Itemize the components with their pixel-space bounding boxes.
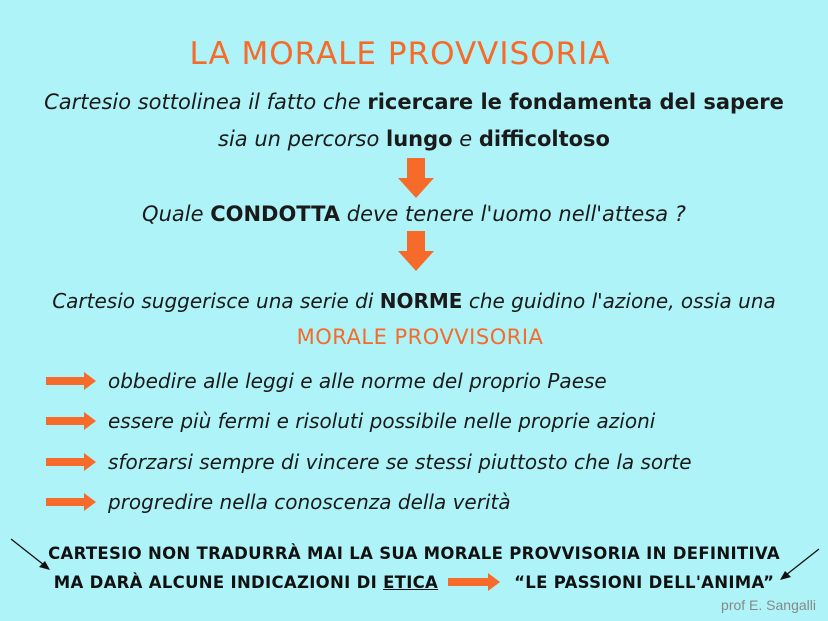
rule-item <box>46 447 692 477</box>
conclusion-line-2: MA DARÀ ALCUNE INDICAZIONI DI ETICA “LE PASSIONI DELL'ANIMA” <box>53 573 775 592</box>
rule-text: sforzarsi sempre di vincere se stessi piuttosto che la sorte <box>108 450 692 474</box>
rule-text: obbedire alle leggi e alle norme del proprio Paese <box>108 369 607 393</box>
rule-text: essere più fermi e risoluti possibile nelle proprie azioni <box>108 409 656 433</box>
intro-line-2: sia un percorso lungo e difficoltoso <box>218 127 610 151</box>
page-title: LA MORALE PROVVISORIA <box>189 36 611 72</box>
down-arrow-icon <box>398 231 434 271</box>
right-arrow-icon <box>46 372 96 390</box>
conclusion-line-1: CARTESIO NON TRADURRÀ MAI LA SUA MORALE PROVVISORIA IN DEFINITIVA <box>48 544 780 563</box>
right-arrow-icon <box>46 412 96 430</box>
right-arrow-icon <box>46 453 96 471</box>
intro-line-1: Cartesio sottolinea il fatto che ricercare le fondamenta del sapere <box>44 90 784 114</box>
rule-item <box>46 366 607 396</box>
down-arrow-icon <box>398 158 434 198</box>
author-credit: prof E. Sangalli <box>721 597 816 613</box>
right-arrow-icon <box>448 573 500 591</box>
ethics-link-text: ETICA <box>383 573 439 592</box>
rule-item <box>46 406 655 436</box>
question-line: Quale CONDOTTA deve tenere l'uomo nell'attesa ? <box>142 202 686 226</box>
suggestion-line: Cartesio suggerisce una serie di NORME che guidino l'azione, ossia una <box>52 289 776 313</box>
rule-text: progredire nella conoscenza della verità <box>108 490 511 514</box>
section-subtitle: MORALE PROVVISORIA <box>296 325 544 349</box>
right-arrow-icon <box>46 493 96 511</box>
rule-item <box>46 487 511 517</box>
